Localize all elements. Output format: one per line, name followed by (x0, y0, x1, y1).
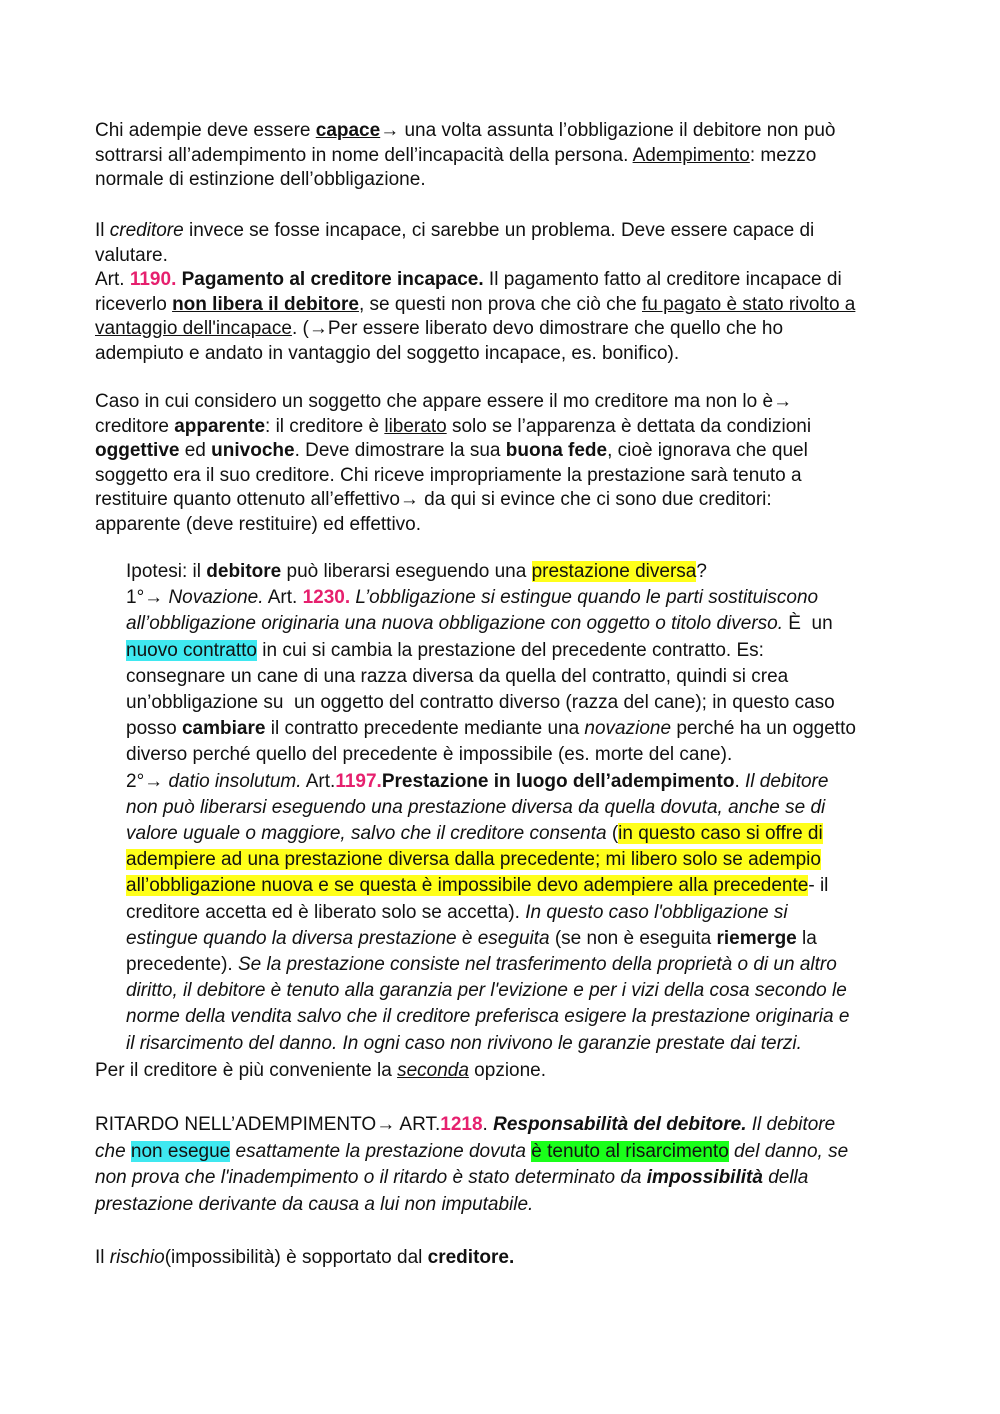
text-line (95, 513, 910, 538)
italic-text: prestazione derivante da causa a lui non imputabile. (95, 1193, 534, 1215)
text: adempiuto e andato in vantaggio del soggetto incapace, es. bonifico). (95, 342, 680, 364)
text-line (126, 847, 906, 873)
italic-text: In questo caso l'obbligazione si (519, 901, 788, 923)
text: , se questi non prova che ciò che (358, 293, 642, 315)
article-title: Responsabilità del debitore. (493, 1114, 747, 1135)
paragraph-creditore-incapace (95, 219, 910, 366)
text: . (734, 770, 745, 792)
text: perché ha un oggetto (671, 718, 856, 740)
underlined-term: Adempimento (632, 144, 750, 166)
right-arrow-icon: → (144, 770, 164, 792)
text-line (95, 415, 910, 440)
text: diverso perché quello del precedente è impossibile (es. morte del cane). (126, 744, 733, 766)
text-line (95, 1246, 910, 1271)
text: sottrarsi all’adempimento in nome dell’incapacità della persona. (95, 144, 633, 166)
paragraph-capacita-adempiente (95, 119, 910, 193)
text-line (126, 926, 906, 952)
text-line (95, 168, 910, 193)
bold-term: cambiare (181, 718, 266, 740)
text-line (95, 119, 910, 144)
right-arrow-icon: → (308, 318, 328, 339)
text: È un (783, 613, 833, 635)
text-line (126, 873, 906, 899)
text-line (126, 638, 906, 664)
underlined-term: liberato (384, 415, 447, 437)
italic-text: del danno, se (728, 1140, 849, 1162)
text: invece se fosse incapace, ci sarebbe un problema. Deve essere capace di (183, 220, 815, 241)
text: ed (179, 440, 212, 461)
italic-text: diritto, il debitore è tenuto alla garanzia per l'evizione e per i vizi della cosa secondo le (126, 980, 847, 1002)
right-arrow-icon: → (144, 587, 164, 609)
italic-text: che (95, 1140, 131, 1162)
text: soggetto era il suo creditore. Chi riceve impropriamente la prestazione sarà tenuto a (95, 464, 802, 486)
text: il contratto precedente mediante una (265, 718, 585, 740)
text-line (95, 1139, 910, 1166)
bold-term: riemerge (716, 927, 797, 949)
text-line (95, 342, 910, 367)
text: Il (95, 1247, 110, 1268)
text: RITARDO NELL’ADEMPIMENTO (95, 1114, 377, 1135)
text: Il (95, 220, 110, 241)
text-line (95, 268, 910, 293)
text-line (95, 1059, 910, 1084)
yellow-highlight: all’obbligazione nuova e se questa è impossibile devo adempiere alla precedente (126, 875, 809, 897)
text: una volta assunta l’obbligazione il debitore non può (399, 120, 836, 141)
text-line (126, 716, 906, 742)
text: 1° (126, 587, 145, 609)
text-line (126, 978, 906, 1004)
italic-term: datio insolutum. (163, 770, 302, 792)
text: riceverlo (95, 293, 173, 315)
text: Per essere liberato devo dimostrare che quello che ho (327, 318, 784, 339)
text: Per il creditore è più conveniente la (95, 1060, 398, 1081)
text: creditore accetta ed è liberato solo se accetta). (126, 901, 520, 923)
article-number: 1218 (440, 1114, 483, 1135)
text: : mezzo (749, 144, 817, 166)
text: normale di estinzione dell’obbligazione. (95, 169, 426, 190)
text: precedente). (126, 954, 233, 976)
right-arrow-icon: → (380, 120, 400, 141)
italic-text: valore uguale o maggiore, salvo che il creditore consenta (126, 823, 607, 845)
paragraph-creditore-apparente (95, 390, 910, 537)
text: . Deve dimostrare la sua (294, 440, 506, 461)
bold-term: univoche (211, 440, 295, 461)
text-line (126, 585, 906, 611)
text: la (796, 927, 817, 949)
italic-text: norme della vendita salvo che il creditore preferisca esigere la prestazione originaria e (126, 1006, 850, 1028)
article-number: 1190. (129, 269, 177, 290)
yellow-highlight: in questo caso si offre di (618, 823, 823, 845)
text: valutare. (95, 244, 168, 266)
text-line (95, 144, 910, 169)
text: : il creditore è (265, 415, 385, 437)
text: solo se l’apparenza è dettata da condizioni (446, 415, 812, 437)
bold-italic-term: impossibilità (646, 1167, 763, 1188)
text: consegnare un cane di una razza diversa da quella del contratto, quindi si crea (126, 665, 789, 687)
text: da qui si evince che ci sono due creditori: (418, 489, 772, 510)
text: (impossibilità) è sopportato dal (164, 1247, 428, 1268)
italic-text: Il debitore (745, 770, 829, 792)
article-number: 1197. (335, 770, 382, 792)
italic-text: all’obbligazione originaria una nuova obbligazione con oggetto o titolo diverso. (126, 613, 784, 635)
text: - il (808, 875, 829, 897)
text-line (126, 611, 906, 637)
cyan-highlight: non esegue (130, 1140, 231, 1162)
text: Chi adempie deve essere (95, 120, 316, 141)
text-line (126, 1031, 906, 1057)
text: Il pagamento fatto al creditore incapace di (483, 269, 842, 290)
right-arrow-icon: → (376, 1114, 396, 1135)
text: Caso in cui considero un soggetto che appare essere il mo creditore ma non lo è (95, 391, 774, 412)
text: , cioè ignorava che quel (607, 440, 808, 461)
bold-term: debitore (206, 561, 282, 582)
text: creditore (95, 415, 175, 437)
text: opzione. (468, 1060, 547, 1081)
text: apparente (deve restituire) ed effettivo. (95, 513, 422, 535)
text: Art. (301, 770, 336, 792)
right-arrow-icon: → (773, 391, 793, 412)
italic-text: non può liberarsi eseguendo una prestazione diversa da quella dovuta, anche se di (126, 796, 826, 818)
paragraph-ritardo-adempimento (95, 1112, 910, 1218)
text-line (95, 439, 910, 464)
paragraph-prestazione-diversa (126, 559, 906, 1057)
text: Art. (95, 269, 130, 290)
bold-term: apparente (174, 415, 266, 437)
text-line (126, 690, 906, 716)
text: ART. (395, 1114, 441, 1135)
italic-text: Il debitore (746, 1114, 836, 1135)
text: Art. (263, 587, 303, 609)
text-line (95, 488, 910, 513)
bold-underlined-term: capace (315, 120, 381, 141)
text-line (95, 244, 910, 269)
bold-term: oggettive (95, 440, 180, 461)
article-title: Prestazione in luogo dell’adempimento (381, 770, 735, 792)
paragraph-rischio (95, 1246, 910, 1271)
italic-text: estingue quando la diversa prestazione è eseguita (126, 927, 550, 949)
text-line (126, 821, 906, 847)
text: ? (696, 561, 707, 582)
text: restituire quanto ottenuto all’effettivo (95, 489, 400, 510)
italic-text: esattamente la prestazione dovuta (230, 1140, 532, 1162)
text: 2° (126, 770, 145, 792)
italic-text: il risarcimento del danno. In ogni caso non rivivono le garanzie prestate dai terzi. (126, 1032, 802, 1054)
text-line (95, 219, 910, 244)
cyan-highlight: nuovo contratto (126, 639, 257, 661)
underlined-text: fu pagato è stato rivolto a (642, 293, 856, 315)
text: . ( (291, 318, 309, 339)
text-line (95, 1112, 910, 1139)
text-line (95, 390, 910, 415)
text-line (95, 464, 910, 489)
text-line (126, 952, 906, 978)
italic-text: Se la prestazione consiste nel trasferimento della proprietà o di un altro (232, 954, 837, 976)
text-line (126, 664, 906, 690)
italic-text: non prova che l'inadempimento o il ritardo è stato determinato da (95, 1167, 647, 1188)
italic-term: rischio (109, 1247, 165, 1268)
paragraph-conclusione (95, 1059, 910, 1084)
italic-text: della (762, 1167, 809, 1188)
italic-term: creditore (109, 220, 184, 241)
text: in cui si cambia la prestazione del precedente contratto. Es: (256, 639, 764, 661)
text-line (126, 795, 906, 821)
italic-underlined-term: seconda (397, 1060, 469, 1081)
text: . (482, 1114, 494, 1135)
bold-term: buona fede (505, 440, 608, 461)
bold-underlined-term: non libera il debitore (172, 293, 359, 315)
text-line (95, 317, 910, 342)
yellow-highlight: prestazione diversa (531, 561, 697, 582)
italic-term: Novazione. (163, 587, 264, 609)
yellow-highlight: adempiere ad una prestazione diversa dalla precedente; mi libero solo se adempio (126, 849, 821, 871)
text: posso (126, 718, 182, 740)
text-line (126, 769, 906, 795)
italic-term: novazione (584, 718, 672, 740)
text-line (95, 1165, 910, 1192)
text: un’obbligazione su un oggetto del contratto diverso (razza del cane); in questo caso (126, 692, 835, 714)
article-number: 1230. (302, 587, 351, 609)
text: Ipotesi: il (126, 561, 207, 582)
bold-term: creditore. (427, 1247, 515, 1268)
text: ( (606, 823, 619, 845)
text-line (126, 742, 906, 768)
text-line (95, 293, 910, 318)
text-line (95, 1192, 910, 1219)
underlined-text: vantaggio dell'incapace (95, 318, 292, 339)
text-line (126, 900, 906, 926)
text-line (126, 1004, 906, 1030)
green-highlight: è tenuto al risarcimento (531, 1140, 729, 1162)
text-line (126, 559, 906, 585)
text: (se non è eseguita (549, 927, 717, 949)
right-arrow-icon: → (399, 489, 419, 510)
article-title: Pagamento al creditore incapace. (176, 269, 484, 290)
italic-text: L’obbligazione si estingue quando le parti sostituiscono (350, 587, 819, 609)
text: può liberarsi eseguendo una (281, 561, 532, 582)
